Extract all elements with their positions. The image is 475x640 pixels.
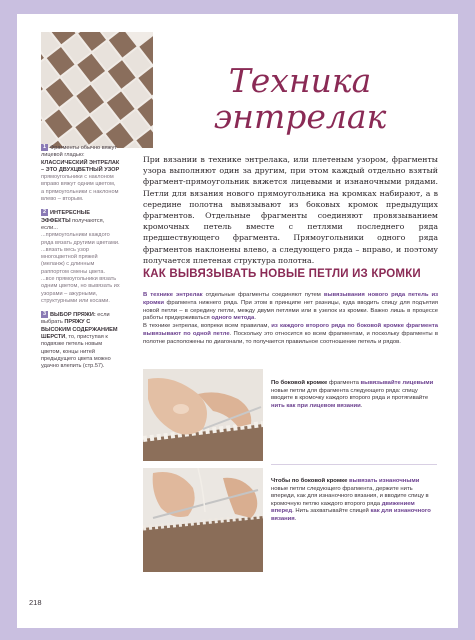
body-text bbox=[143, 292, 438, 347]
body-emphasis: вывязывания нового ряда петель из кромки bbox=[143, 292, 438, 306]
caption-emphasis: вывязывайте лицевыми bbox=[360, 380, 434, 386]
photo-pickup-purlwise bbox=[143, 468, 263, 572]
page-title bbox=[190, 61, 410, 136]
note-number-badge: 3 bbox=[42, 311, 47, 318]
caption-emphasis: По боковой кромке bbox=[271, 380, 328, 386]
caption-divider bbox=[271, 464, 437, 465]
intro-paragraph: При вязании в технике энтрелака, или плетеным узором, фрагменты узора выполняют один за другим, при этом каждый отдельно взятый фрагмент-прямоугольник вяжется лицевыми и изнаночными рядами. Петли для вязания нового прямоугольника на кромках набирают, а в середине полотна вывязывают из боковых кромок предыдущих фрагментов. Отдельные фрагменты соединяют провязыванием кромочных петель вместе с петлями последнего ряда предшествующего фрагмента. Прямоугольники одного ряда фрагментов наклонены влево, а следующего ряда – вправо, и поэтому получается плетеная структура полотна. bbox=[143, 155, 438, 265]
note-heading: ВЫБОР ПРЯЖИ: bbox=[50, 312, 96, 319]
body-run: отдельные фрагменты соединяют путем bbox=[202, 292, 324, 298]
note-number-badge: 1 bbox=[42, 144, 47, 150]
sidebar-notes bbox=[41, 144, 121, 377]
top-border bbox=[0, 0, 475, 14]
sidebar-note-1 bbox=[41, 144, 121, 203]
note-heading: ИНТЕРЕСНЫЕ ЭФФЕКТЫ bbox=[41, 210, 90, 224]
body-emphasis: В технике энтрелак bbox=[143, 292, 203, 298]
sidebar-note-3 bbox=[41, 311, 121, 370]
body-emphasis: одного метода bbox=[211, 315, 255, 322]
sidebar-note-2 bbox=[41, 209, 121, 305]
caption-run: новые петли следующего фрагмента, держите нить впереди, как для изнаночного вязания, и вводите спицу в кромочную петлю каждого второго ряда bbox=[271, 485, 429, 507]
note-bullet: ...все прямоугольники вязать одним цветом, но вывязать их узорами – ажурными, структурными или косами. bbox=[41, 276, 120, 304]
bottom-border bbox=[0, 628, 475, 640]
note-bullet: а прямоугольники с наклоном влево – вторым. bbox=[41, 188, 119, 203]
caption-emphasis: нить как при лицевом вязании bbox=[271, 402, 361, 409]
caption-run: новые петли для фрагмента следующего ряда: спицу вводите в кромочку каждого второго ряда и протягивайте bbox=[271, 387, 429, 402]
note-text: , то, приступая к подвязке петель новым цветом, концы нитей предыдущего цвета можно удачно влепить (стр.57). bbox=[41, 334, 111, 370]
caption-purlwise bbox=[271, 478, 437, 524]
caption-knitwise bbox=[271, 380, 437, 410]
caption-run: . bbox=[360, 402, 363, 409]
caption-run: . bbox=[294, 515, 297, 522]
body-paragraph-1 bbox=[143, 292, 438, 323]
caption-run: фрагмента bbox=[327, 380, 361, 386]
photo-pickup-knitwise bbox=[143, 369, 263, 461]
title-line-2: энтрелак bbox=[213, 97, 387, 136]
body-run: . bbox=[254, 315, 256, 322]
body-emphasis: из каждого второго ряда по боковой кромке фрагмента вывязывают по одной петле bbox=[143, 323, 438, 337]
note-text: Фрагменты обычно вяжут лицевой гладью: bbox=[41, 144, 117, 159]
note-text: если выбрать bbox=[41, 312, 110, 326]
note-bullet: ...вязать весь узор многоцветной пряжей (меланж) с длинным раппортом смены цвета. bbox=[41, 246, 106, 275]
note-bullet: прямоугольники с наклоном вправо вяжут одним цветом, bbox=[41, 174, 116, 188]
note-number-badge: 2 bbox=[42, 209, 47, 216]
hero-photo-entrelac-fabric bbox=[41, 32, 153, 148]
caption-emphasis: движением вперед bbox=[271, 500, 415, 515]
note-heading: КЛАССИЧЕСКИЙ ЭНТРЕЛАК – ЭТО ДВУХЦВЕТНЫЙ УЗОР bbox=[41, 159, 120, 173]
title-line-1: Техника bbox=[228, 61, 372, 100]
page-number: 218 bbox=[29, 598, 42, 607]
caption-emphasis: как для изнаночного вязания bbox=[271, 508, 431, 522]
body-paragraph-2 bbox=[143, 323, 438, 346]
body-run: . Поскольку это относится ко всем фрагментам, и поскольку фрагменты в полотне расположены по диагонали, то получается правильное соотношение петель и рядов. bbox=[143, 330, 438, 345]
section-heading: КАК ВЫВЯЗЫВАТЬ НОВЫЕ ПЕТЛИ ИЗ КРОМКИ bbox=[143, 268, 421, 280]
note-heading: ПРЯЖУ С ВЫСОКИМ СОДЕРЖАНИЕМ ШЕРСТИ bbox=[41, 319, 118, 341]
caption-emphasis: Чтобы по боковой кромке bbox=[271, 478, 348, 484]
body-run: фрагмента нижнего ряда. При этом в принципе нет разницы, куда вводить спицу для подъятия новой петли – в середину петли, между двумя петлями или в узелок из кромки. Важно лишь в процессе работы придерживаться bbox=[143, 299, 438, 322]
caption-emphasis: вывязать изнаночными bbox=[349, 478, 420, 484]
caption-run: . Нить захватывайте спицей bbox=[292, 508, 371, 515]
note-bullet: ...прямоугольники каждого ряда вязать другими цветами. bbox=[41, 232, 120, 246]
body-run: В технике энтрелак, вопреки всем правилам, bbox=[143, 323, 272, 330]
note-text: получаются, если... bbox=[41, 217, 105, 231]
